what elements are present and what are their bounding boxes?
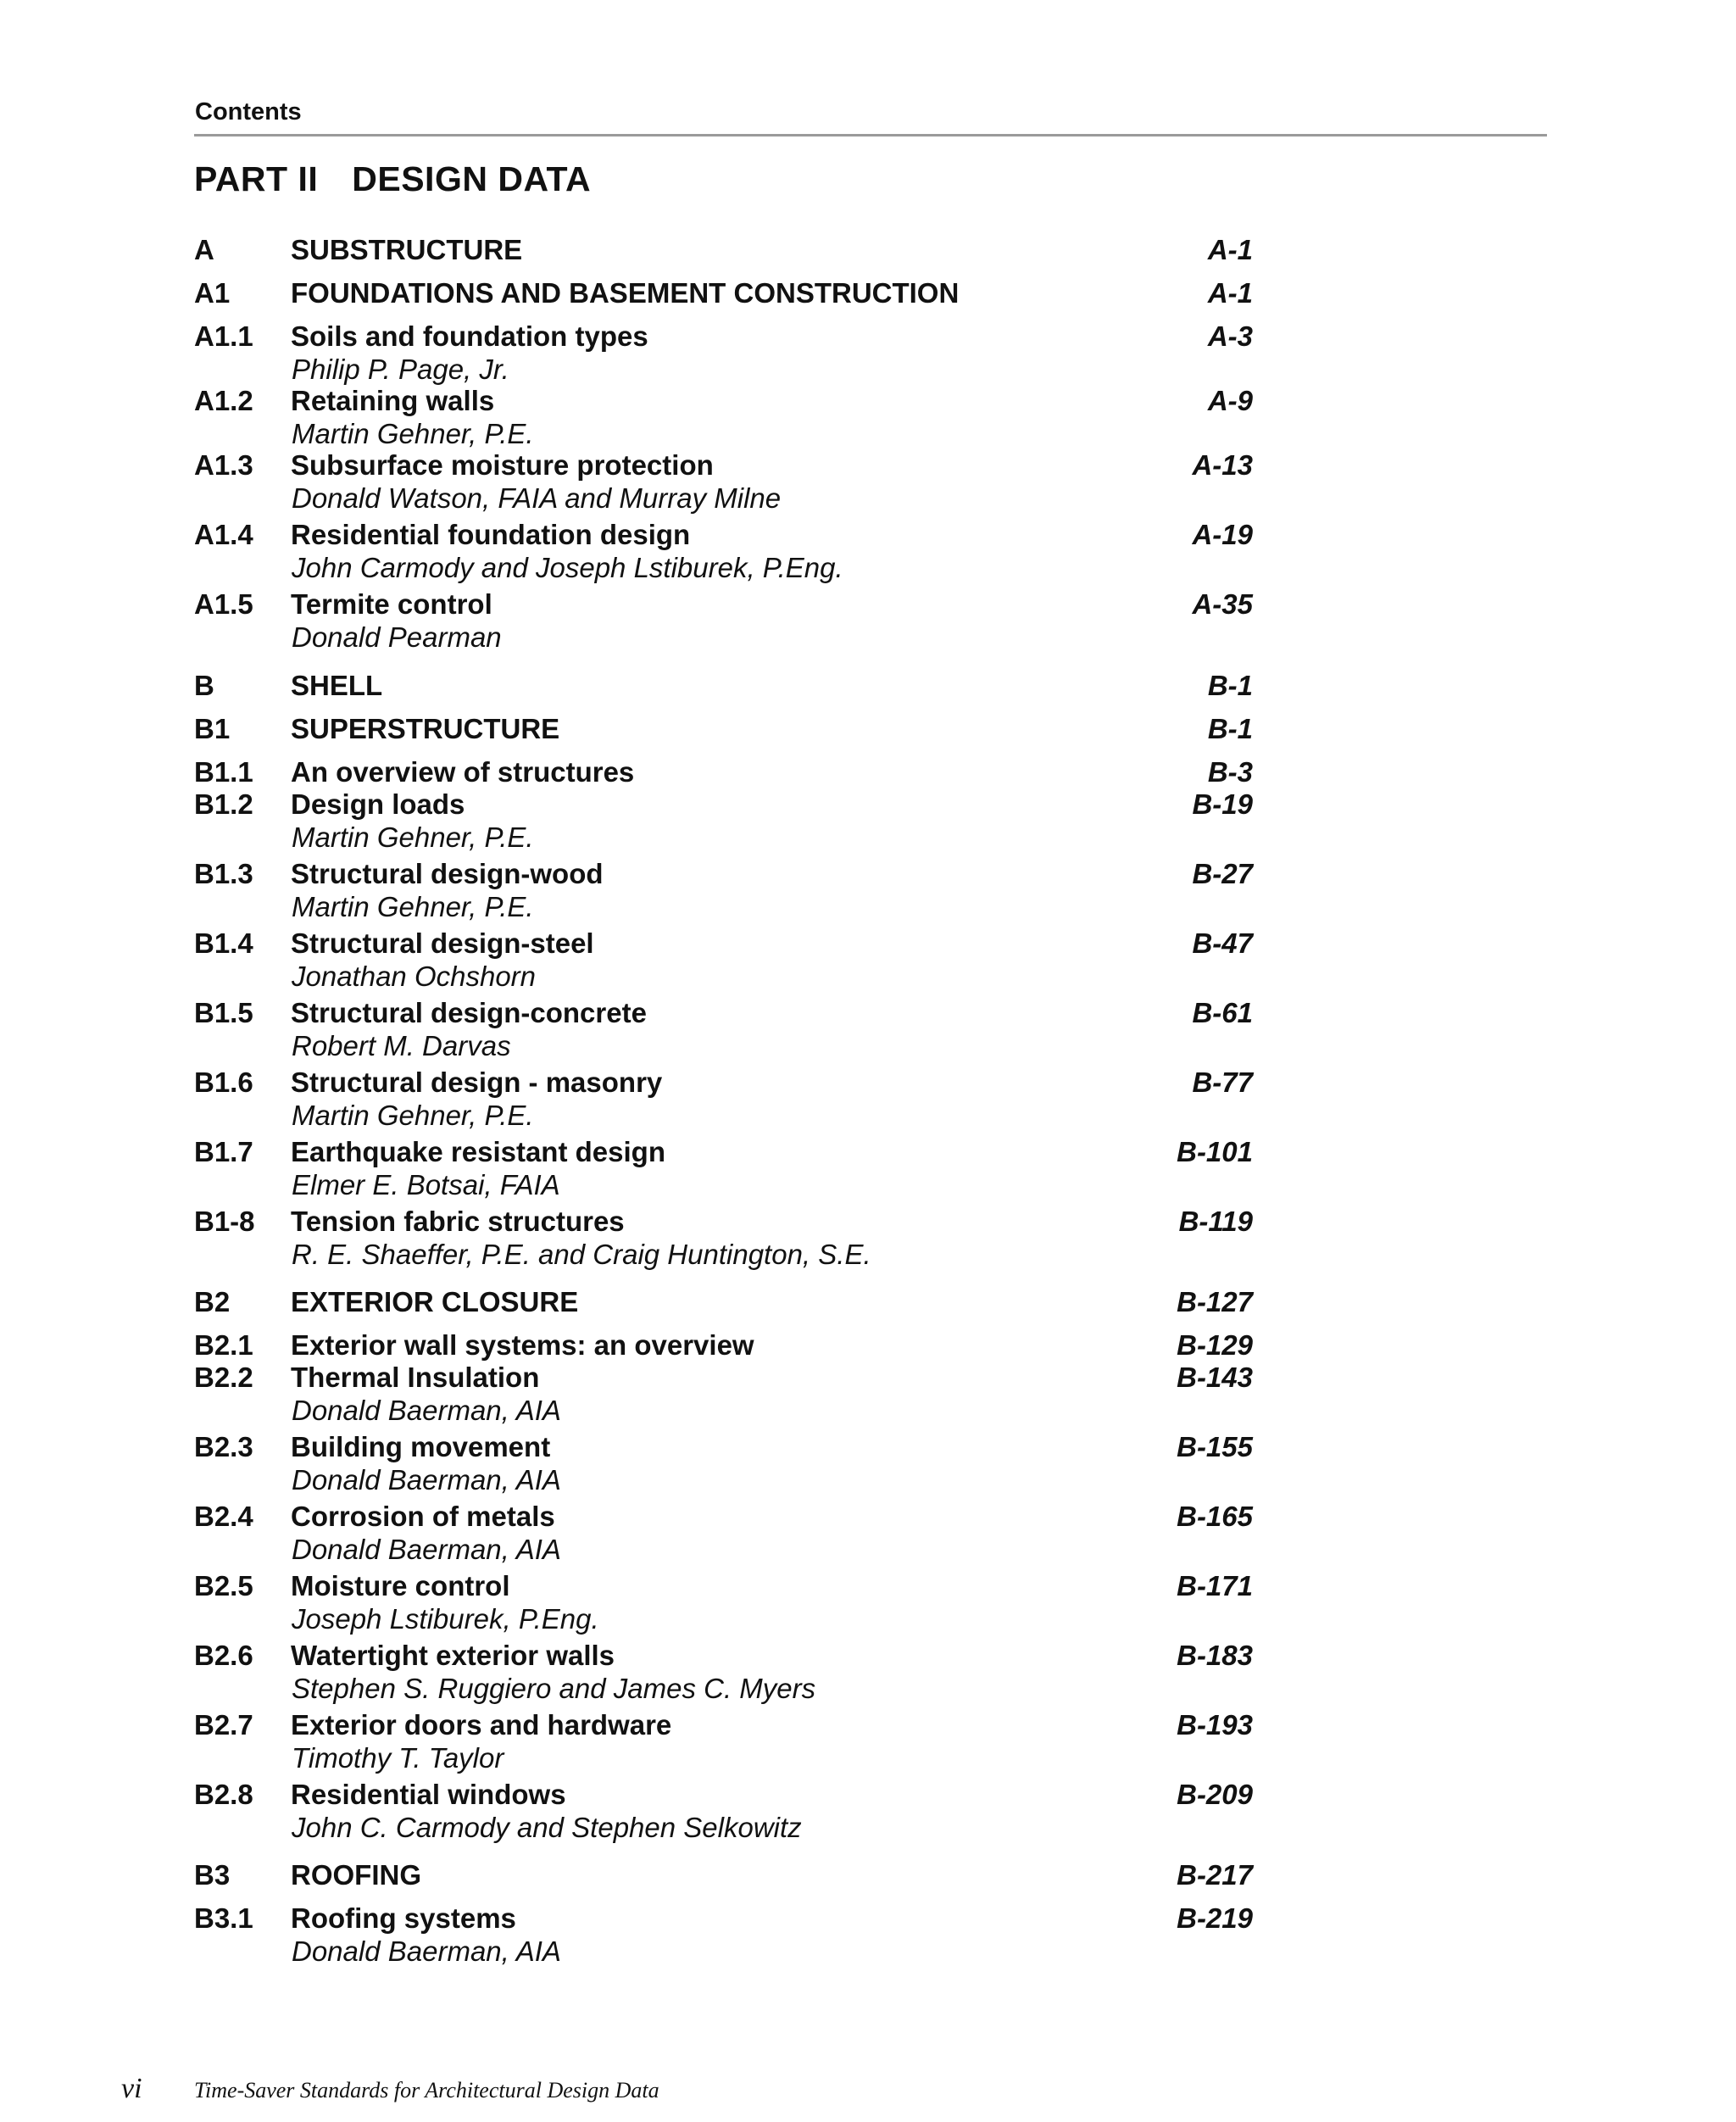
entry-title: FOUNDATIONS AND BASEMENT CONSTRUCTION	[291, 277, 960, 309]
header-rule	[194, 134, 1547, 136]
entry-page: B-193	[1177, 1709, 1253, 1740]
entry-page: A-3	[1207, 320, 1253, 352]
entry-page: B-1	[1207, 670, 1253, 701]
entry-author: Martin Gehner, P.E.	[292, 1100, 534, 1131]
entry-title: Corrosion of metals	[291, 1501, 555, 1532]
entry-title: Soils and foundation types	[291, 320, 648, 352]
entry-page: B-1	[1207, 713, 1253, 744]
entry-title: Residential foundation design	[291, 519, 691, 550]
entry-number: B1.6	[194, 1067, 253, 1098]
entry-page: A-1	[1207, 277, 1253, 309]
entry-number: A1.2	[194, 385, 253, 416]
entry-author: Donald Baerman, AIA	[292, 1395, 561, 1426]
entry-page: B-127	[1177, 1286, 1253, 1317]
entry-author: John C. Carmody and Stephen Selkowitz	[292, 1812, 802, 1843]
entry-title: SHELL	[291, 670, 383, 701]
entry-title: EXTERIOR CLOSURE	[291, 1286, 579, 1317]
entry-page: B-101	[1177, 1136, 1253, 1167]
entry-page: A-1	[1207, 234, 1253, 265]
entry-author: R. E. Shaeffer, P.E. and Craig Huntington, S.E.	[292, 1239, 871, 1270]
entry-number: B2.6	[194, 1640, 253, 1671]
entry-number: B	[194, 670, 214, 701]
entry-number: B1.3	[194, 858, 253, 889]
entry-title: Design loads	[291, 788, 465, 820]
entry-title: Thermal Insulation	[291, 1362, 540, 1393]
entry-author: Donald Baerman, AIA	[292, 1464, 561, 1495]
entry-title: Roofing systems	[291, 1902, 516, 1934]
entry-page: B-27	[1192, 858, 1253, 889]
entry-title: Structural design - masonry	[291, 1067, 663, 1098]
entry-title: Building movement	[291, 1431, 551, 1462]
entry-author: Martin Gehner, P.E.	[292, 891, 534, 922]
entry-author: Martin Gehner, P.E.	[292, 418, 534, 449]
entry-page: B-165	[1177, 1501, 1253, 1532]
entry-number: B3.1	[194, 1902, 253, 1934]
entry-title: Exterior doors and hardware	[291, 1709, 672, 1740]
entry-title: Structural design-wood	[291, 858, 604, 889]
entry-title: ROOFING	[291, 1859, 421, 1891]
entry-author: Elmer E. Botsai, FAIA	[292, 1169, 560, 1200]
entry-page: B-3	[1207, 756, 1253, 788]
entry-title: SUPERSTRUCTURE	[291, 713, 560, 744]
part-number: PART II	[194, 159, 319, 198]
entry-author: Joseph Lstiburek, P.Eng.	[292, 1603, 599, 1635]
footer-book-title: Time-Saver Standards for Architectural Design Data	[194, 2078, 659, 2103]
entry-number: A1	[194, 277, 231, 309]
entry-number: A1.1	[194, 320, 253, 352]
entry-number: B2.5	[194, 1570, 253, 1601]
entry-number: B1.2	[194, 788, 253, 820]
entry-page: A-19	[1192, 519, 1253, 550]
entry-title: Termite control	[291, 588, 492, 620]
entry-author: Donald Pearman	[292, 621, 502, 653]
entry-number: B2.3	[194, 1431, 253, 1462]
entry-page: B-61	[1192, 997, 1253, 1028]
entry-page: B-217	[1177, 1859, 1253, 1891]
entry-number: B2.1	[194, 1329, 253, 1361]
entry-number: B2.8	[194, 1779, 253, 1810]
running-header: Contents	[195, 98, 302, 125]
entry-number: B2	[194, 1286, 231, 1317]
entry-page: A-9	[1207, 385, 1253, 416]
entry-page: B-129	[1177, 1329, 1253, 1361]
entry-number: B1.4	[194, 927, 253, 959]
entry-number: B1	[194, 713, 231, 744]
entry-page: A-13	[1192, 449, 1253, 481]
entry-number: B1-8	[194, 1206, 255, 1237]
entry-author: Timothy T. Taylor	[292, 1742, 504, 1774]
entry-number: A1.3	[194, 449, 253, 481]
entry-title: SUBSTRUCTURE	[291, 234, 523, 265]
entry-author: Robert M. Darvas	[292, 1030, 511, 1061]
entry-page: B-183	[1177, 1640, 1253, 1671]
entry-page: B-155	[1177, 1431, 1253, 1462]
part-title: DESIGN DATA	[352, 159, 592, 198]
entry-number: B2.7	[194, 1709, 253, 1740]
entry-title: Structural design-concrete	[291, 997, 647, 1028]
entry-title: Tension fabric structures	[291, 1206, 625, 1237]
entry-author: John Carmody and Joseph Lstiburek, P.Eng.	[292, 552, 843, 583]
entry-title: Residential windows	[291, 1779, 566, 1810]
entry-author: Jonathan Ochshorn	[292, 961, 537, 992]
entry-author: Donald Watson, FAIA and Murray Milne	[292, 482, 782, 514]
entry-title: Earthquake resistant design	[291, 1136, 665, 1167]
entry-page: B-209	[1177, 1779, 1253, 1810]
entry-author: Philip P. Page, Jr.	[292, 354, 509, 385]
entry-page: B-219	[1177, 1902, 1253, 1934]
entry-title: Retaining walls	[291, 385, 495, 416]
entry-page: B-47	[1192, 927, 1253, 959]
entry-number: B1.7	[194, 1136, 253, 1167]
entry-title: Moisture control	[291, 1570, 510, 1601]
entry-number: B3	[194, 1859, 231, 1891]
entry-page: B-143	[1177, 1362, 1253, 1393]
entry-title: Structural design-steel	[291, 927, 594, 959]
entry-author: Martin Gehner, P.E.	[292, 822, 534, 853]
entry-title: Subsurface moisture protection	[291, 449, 714, 481]
entry-number: B1.1	[194, 756, 253, 788]
entry-number: A	[194, 234, 214, 265]
entry-number: B2.2	[194, 1362, 253, 1393]
entry-title: Exterior wall systems: an overview	[291, 1329, 754, 1361]
entry-title: Watertight exterior walls	[291, 1640, 615, 1671]
footer-page-number: vi	[121, 2073, 142, 2104]
entry-page: B-119	[1178, 1206, 1253, 1237]
entry-number: A1.4	[194, 519, 253, 550]
entry-author: Stephen S. Ruggiero and James C. Myers	[292, 1673, 816, 1704]
entry-author: Donald Baerman, AIA	[292, 1534, 561, 1565]
entry-number: B2.4	[194, 1501, 253, 1532]
entry-page: B-19	[1192, 788, 1253, 820]
entry-page: B-171	[1177, 1570, 1253, 1601]
entry-title: An overview of structures	[291, 756, 635, 788]
entry-page: B-77	[1192, 1067, 1253, 1098]
part-heading	[194, 159, 591, 199]
entry-number: A1.5	[194, 588, 253, 620]
entry-page: A-35	[1192, 588, 1253, 620]
entry-number: B1.5	[194, 997, 253, 1028]
entry-author: Donald Baerman, AIA	[292, 1935, 561, 1967]
